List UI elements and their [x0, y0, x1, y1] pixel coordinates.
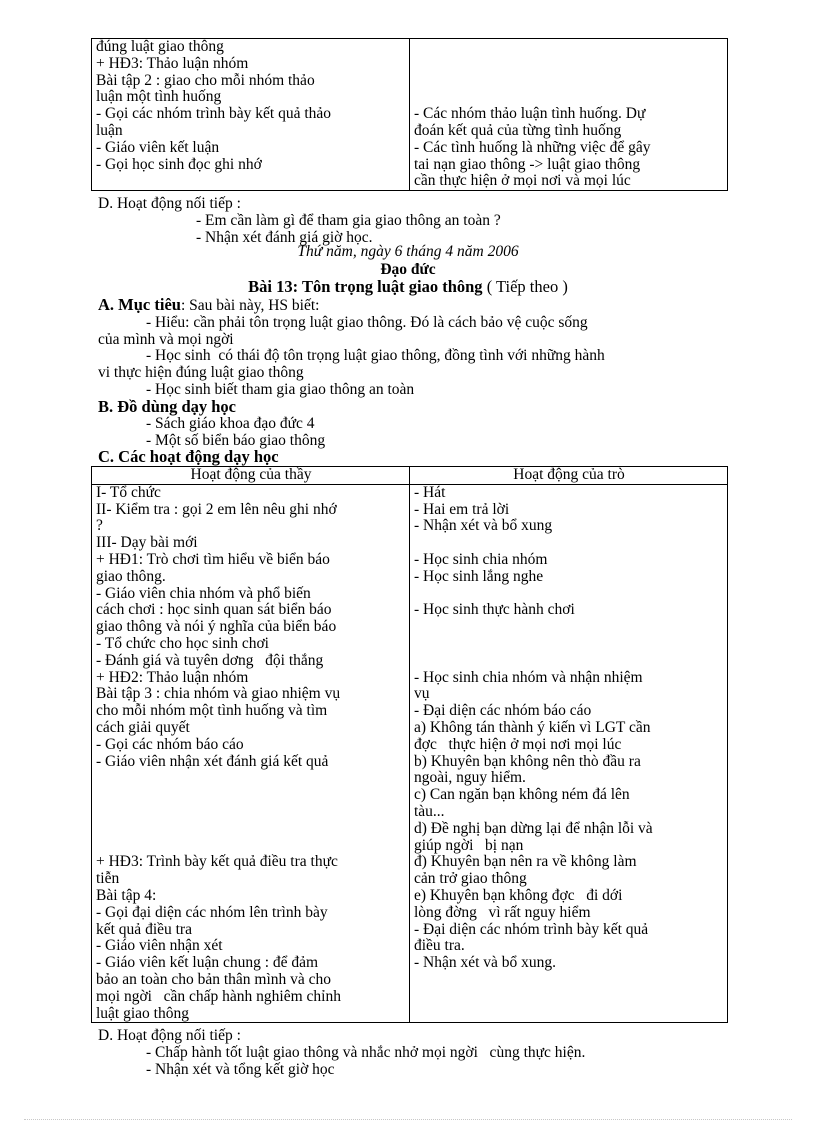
student-activity-line [414, 56, 724, 73]
activity-continuation-section [98, 196, 501, 246]
student-activity-line: - Học sinh chia nhóm và nhận nhiệm [414, 668, 643, 686]
objectives-line: - Học sinh biết tham gia giao thông an toàn [146, 380, 415, 398]
table-header-row [92, 467, 728, 485]
activities-heading: C. Các hoạt động dạy học [98, 447, 279, 466]
materials-section [98, 399, 325, 449]
student-activity-line: đoán kết quả của từng tình huống [414, 121, 622, 139]
teacher-activities-cell [92, 484, 410, 1023]
section-d-item: - Chấp hành tốt luật giao thông và nhắc nhở mọi ngời cùng thực hiện. [146, 1043, 586, 1061]
objectives-line: vi thực hiện đúng luật giao thông [98, 364, 304, 382]
student-activity-line: - Các tình huống là những việc để gây [414, 138, 651, 156]
teacher-activity-line: Bài tập 2 : giao cho mỗi nhóm thảo [96, 71, 315, 89]
objectives-list [98, 315, 605, 399]
student-activity-line [414, 989, 724, 1006]
student-activity-line [414, 586, 724, 603]
teacher-activity-line: Bài tập 4: [96, 886, 157, 904]
student-activity-line: - Hai em trả lời [414, 500, 510, 518]
objectives-line: - Học sinh có thái độ tôn trọng luật giao thông, đồng tình với những hành [146, 347, 605, 365]
teacher-activity-line: + HĐ1: Trò chơi tìm hiểu về biển báo [96, 550, 330, 568]
teacher-activity-line: giao thông và nói ý nghĩa của biển báo [96, 618, 337, 636]
objectives-line: - Hiểu: cần phải tôn trọng luật giao thông. Đó là cách bảo vệ cuộc sống [146, 313, 588, 331]
student-activity-line: - Hát [414, 483, 446, 501]
teacher-activity-line: - Đánh giá và tuyên dơng đội thắng [96, 651, 324, 669]
top-activity-table [91, 38, 728, 191]
lesson-title-text: Bài 13: Tôn trọng luật giao thông [248, 277, 483, 296]
student-activity-line: cần thực hiện ở mọi nơi và mọi lúc [414, 172, 631, 190]
objectives-heading: A. Mục tiêu [98, 295, 181, 314]
teacher-activity-line: - Gọi học sinh đọc ghi nhớ [96, 155, 262, 173]
teacher-activity-line: bảo an toàn cho bản thân mình và cho [96, 970, 332, 988]
student-activity-line [414, 653, 724, 670]
materials-heading: B. Đồ dùng dạy học [98, 397, 237, 416]
student-activity-line: - Học sinh chia nhóm [414, 550, 548, 568]
student-activity-line: - Học sinh thực hành chơi [414, 601, 575, 619]
student-activity-line: tai nạn giao thông -> luật giao thông [414, 155, 641, 173]
lesson-title-suffix: ( Tiếp theo ) [482, 277, 568, 296]
teacher-activity-line: kết quả điều tra [96, 920, 192, 938]
student-activity-line [414, 535, 724, 552]
teacher-activity-line [96, 804, 406, 821]
teacher-activity-line [96, 770, 406, 787]
teacher-activity-line: cách giải quyết [96, 718, 190, 736]
student-activity-line: tàu... [414, 802, 445, 820]
teacher-activity-line: - Giáo viên kết luận [96, 138, 220, 156]
student-activity-line: điều tra. [414, 937, 465, 955]
top-table-teacher-cell [92, 39, 410, 191]
student-activity-line: lòng đờng vì rất nguy hiểm [414, 903, 591, 921]
section-d-heading: D. Hoạt động nối tiếp : [98, 1027, 241, 1044]
student-column-header: Hoạt động của trò [410, 467, 728, 485]
teacher-activity-line: luật giao thông [96, 1004, 189, 1022]
student-activity-line [414, 1006, 724, 1023]
student-activity-line [414, 89, 724, 106]
section-d-item: - Nhận xét đánh giá giờ học. [196, 228, 373, 246]
teacher-column-header: Hoạt động của thầy [92, 467, 410, 485]
student-activity-line [414, 619, 724, 636]
materials-item: - Sách giáo khoa đạo đức 4 [146, 414, 315, 432]
student-activity-line: b) Khuyên bạn không nên thò đầu ra [414, 752, 641, 770]
teaching-activities-table [91, 466, 728, 1023]
teacher-activity-line: luận [96, 121, 123, 139]
teacher-activity-line: luận một tình huống [96, 88, 222, 106]
teacher-activity-line: cho mỗi nhóm một tình huống và tìm [96, 702, 328, 720]
teacher-activity-line: + HĐ3: Thảo luận nhóm [96, 54, 249, 72]
objectives-section [98, 297, 605, 399]
section-d-item: - Nhận xét và tổng kết giờ học [146, 1060, 335, 1078]
subject-heading: Đạo đức [380, 261, 436, 278]
teacher-activity-line: - Gọi các nhóm báo cáo [96, 735, 244, 753]
teacher-activity-line: I- Tổ chức [96, 483, 161, 501]
page-bottom-dotted-line [24, 1119, 792, 1121]
objectives-line: của mình và mọi ngời [98, 330, 234, 348]
teacher-activity-line: + HĐ2: Thảo luận nhóm [96, 668, 249, 686]
student-activity-line: e) Khuyên bạn không đợc đi dới [414, 886, 623, 904]
teacher-activity-line: đúng luật giao thông [96, 38, 224, 55]
teacher-activity-line: - Gọi các nhóm trình bày kết quả thảo [96, 105, 332, 123]
teacher-activity-line: II- Kiểm tra : gọi 2 em lên nêu ghi nhớ [96, 500, 337, 518]
student-activity-line: c) Can ngăn bạn không ném đá lên [414, 786, 630, 804]
student-activity-line: đ) Khuyên bạn nên ra về không làm [414, 853, 637, 871]
teacher-activity-line: - Tổ chức cho học sinh chơi [96, 634, 269, 652]
student-activity-line: - Nhận xét và bổ xung. [414, 954, 557, 972]
student-activity-line: - Đại diện các nhóm trình bày kết quả [414, 920, 649, 938]
section-d-item: - Em cần làm gì để tham gia giao thông an toàn ? [196, 211, 501, 229]
materials-item: - Một số biển báo giao thông [146, 431, 326, 449]
section-d-heading: D. Hoạt động nối tiếp : [98, 195, 241, 212]
student-activity-line: ngoài, nguy hiểm. [414, 769, 526, 787]
student-activity-line: - Đại diện các nhóm báo cáo [414, 702, 592, 720]
student-activities-cell [410, 484, 728, 1023]
top-table-student-cell [410, 39, 728, 191]
student-activity-line: vụ [414, 685, 430, 703]
table-body-row [92, 484, 728, 1023]
teacher-activity-line: - Giáo viên nhận xét đánh giá kết quả [96, 752, 329, 770]
lesson-title [0, 279, 816, 296]
student-activity-line: - Học sinh lắng nghe [414, 567, 544, 585]
follow-up-section [98, 1028, 585, 1078]
teacher-activity-line: ? [96, 517, 103, 535]
teacher-activity-line: - Gọi đại diện các nhóm lên trình bày [96, 903, 328, 921]
student-activity-line: - Nhận xét và bổ xung [414, 517, 553, 535]
student-activity-line: đợc thực hiện ở mọi nơi mọi lúc [414, 735, 622, 753]
student-activity-line [414, 73, 724, 90]
student-activity-line: d) Đề nghị bạn dừng lại để nhận lỗi và [414, 819, 653, 837]
student-activity-line: cản trở giao thông [414, 870, 527, 888]
student-activity-line [414, 972, 724, 989]
student-activity-line: - Các nhóm thảo luận tình huống. Dự [414, 105, 646, 123]
teacher-activity-line: - Giáo viên nhận xét [96, 937, 223, 955]
student-activity-line [414, 636, 724, 653]
teacher-activity-line [96, 787, 406, 804]
teacher-activity-line: giao thông. [96, 567, 166, 585]
teacher-activity-line: - Giáo viên kết luận chung : để đảm [96, 954, 319, 972]
student-activity-line: a) Không tán thành ý kiến vì LGT cần [414, 718, 651, 736]
teacher-activity-line [96, 838, 406, 855]
teacher-activity-line: Bài tập 3 : chia nhóm và giao nhiệm vụ [96, 685, 341, 703]
teacher-activity-line: III- Dạy bài mới [96, 534, 198, 552]
student-activity-line: giúp ngời bị nạn [414, 836, 524, 854]
teacher-activity-line: tiễn [96, 870, 120, 888]
teacher-activity-line: + HĐ3: Trình bày kết quả điều tra thực [96, 853, 338, 871]
date-line: Thứ năm, ngày 6 tháng 4 năm 2006 [297, 243, 519, 260]
student-activity-line [414, 39, 724, 56]
teacher-activity-line [96, 821, 406, 838]
teacher-activity-line: - Giáo viên chia nhóm và phổ biến [96, 584, 311, 602]
teacher-activity-line: mọi ngời cần chấp hành nghiêm chỉnh [96, 987, 341, 1005]
objectives-intro: : Sau bài này, HS biết: [180, 297, 320, 314]
teacher-activity-line: cách chơi : học sinh quan sát biển báo [96, 601, 332, 619]
